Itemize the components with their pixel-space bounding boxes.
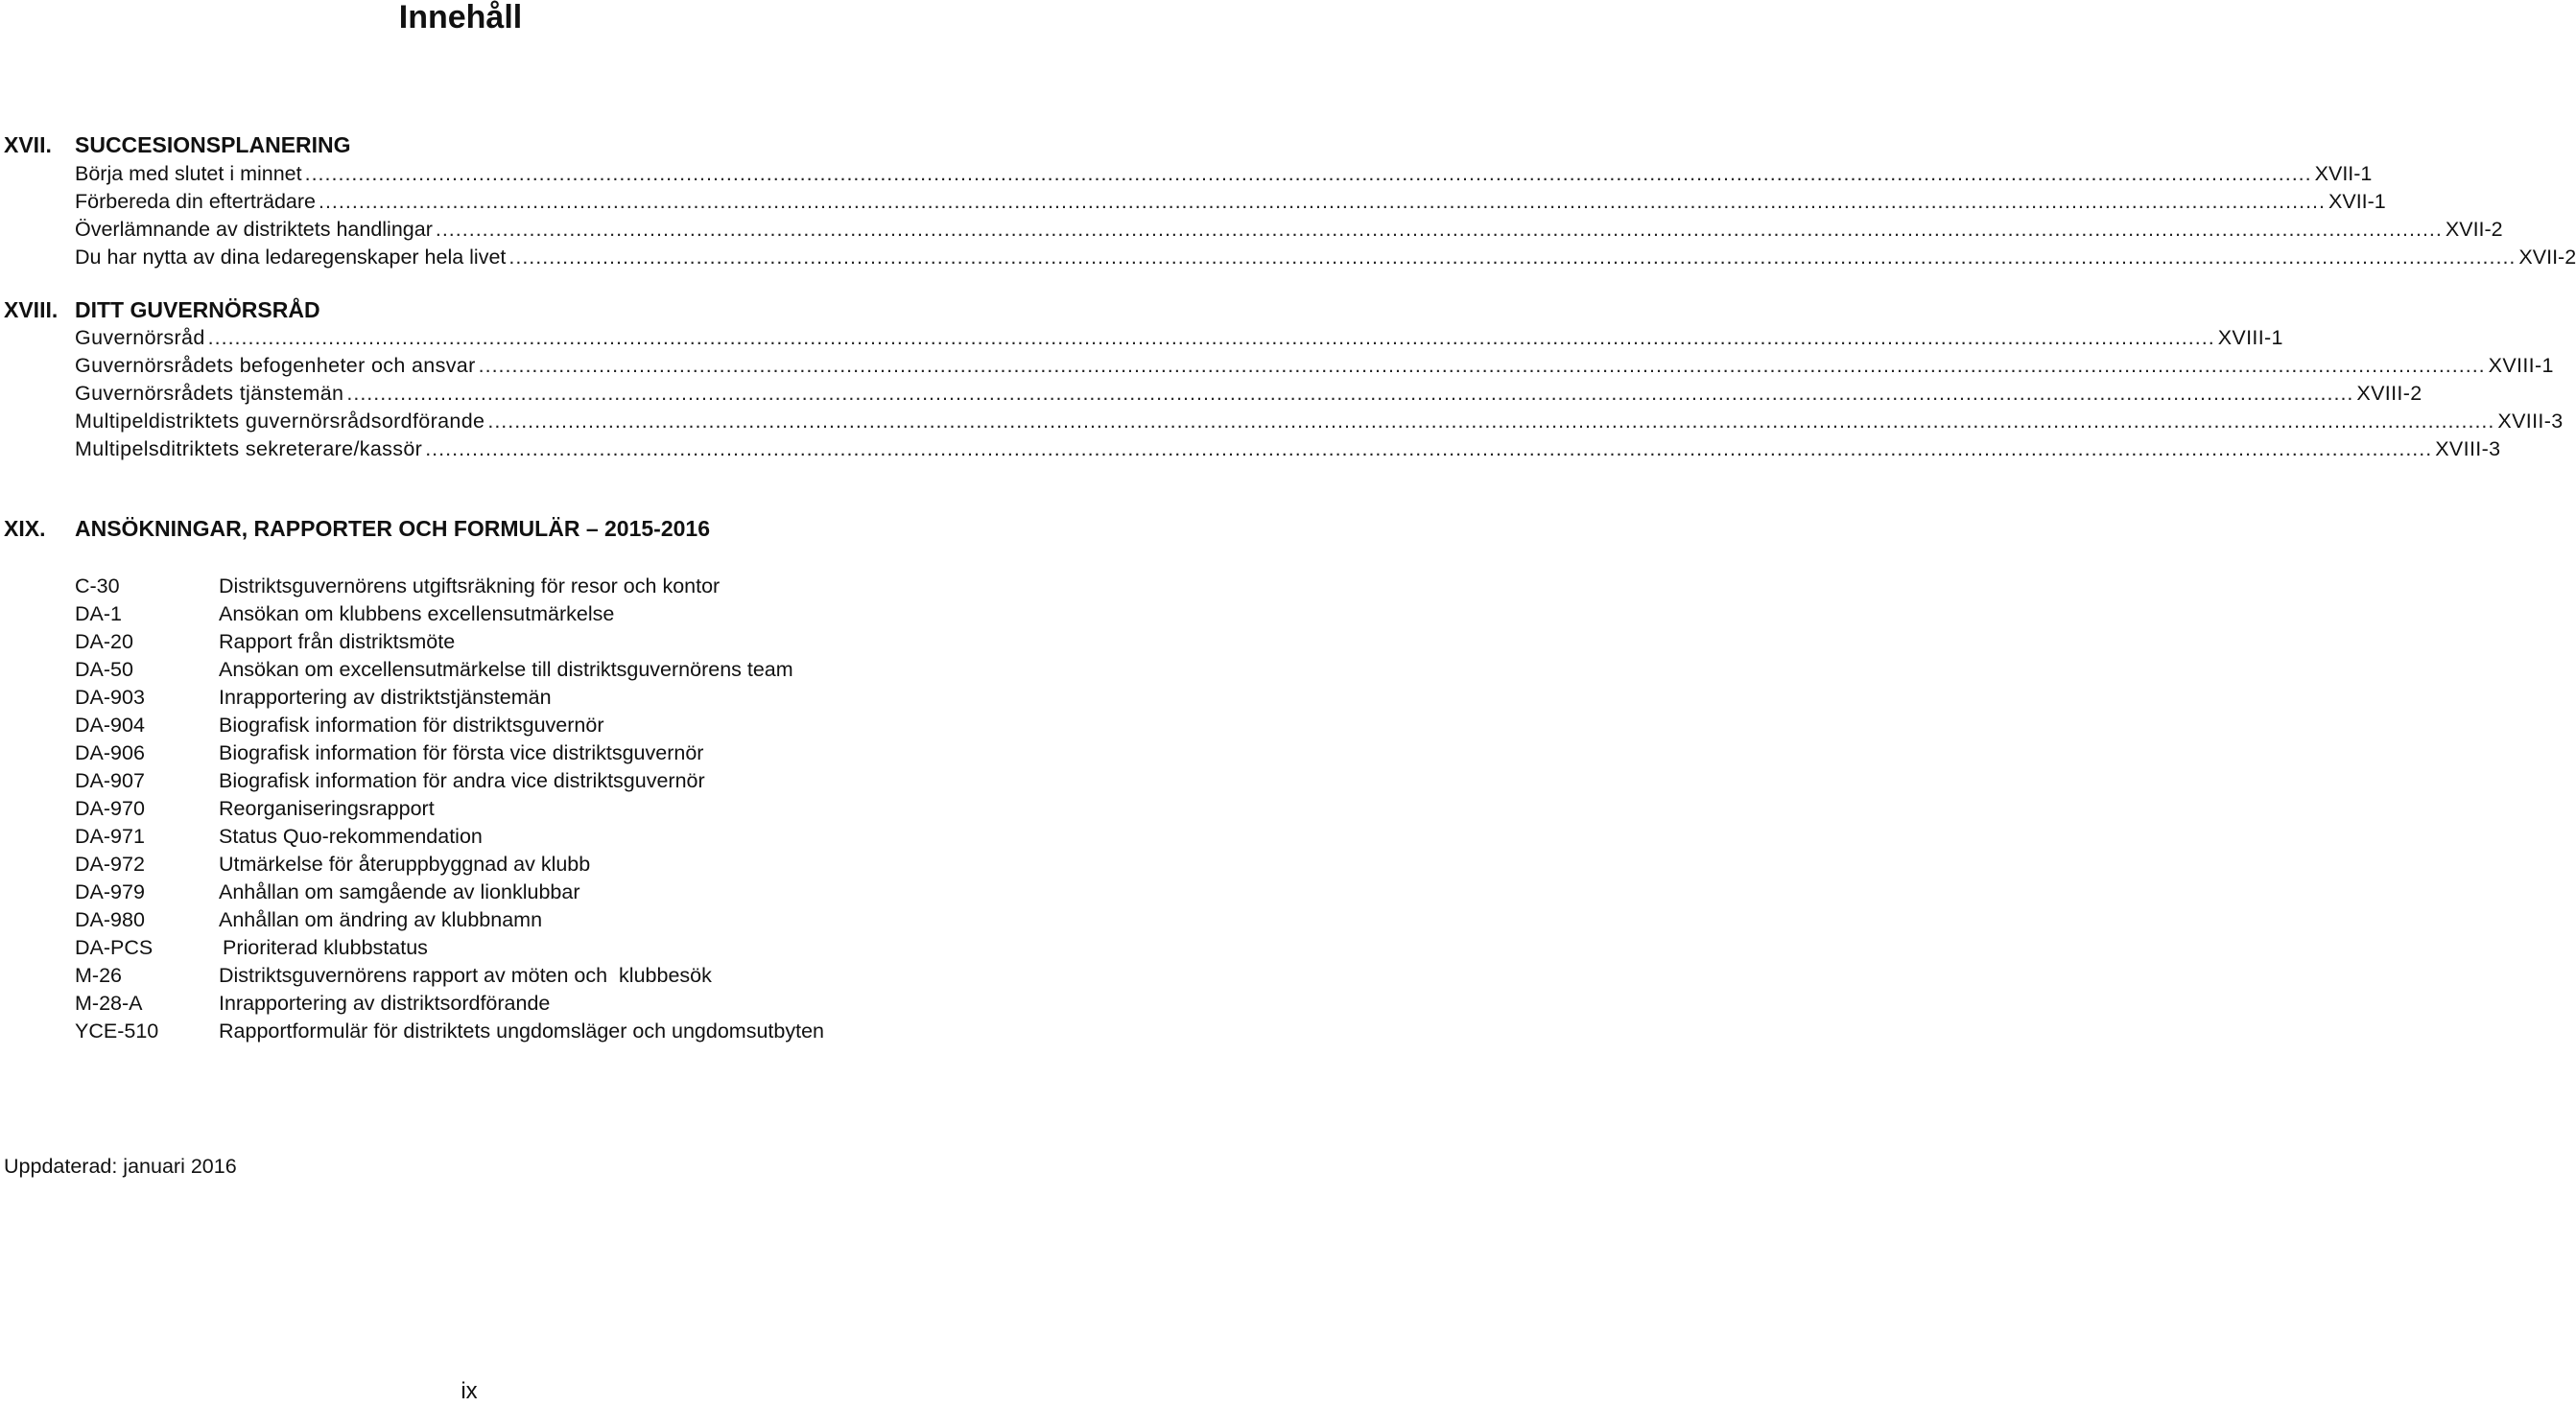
form-description[interactable]: Biografisk information för distriktsguvernör	[219, 714, 604, 737]
form-code: DA-904	[75, 714, 145, 737]
toc-entry[interactable]	[75, 216, 2503, 243]
toc-leader-dots: ............................................................................................................................................................................................................................................................................................................	[304, 162, 2312, 185]
form-description[interactable]: Reorganiseringsrapport	[219, 797, 435, 820]
toc-entry-page: XVIII-1	[2217, 326, 2283, 349]
form-description[interactable]: Rapport från distriktsmöte	[219, 630, 456, 653]
toc-entry-text: Guvernörsråd	[75, 326, 205, 349]
toc-entry-text: Multipelsditriktets sekreterare/kassör	[75, 437, 423, 460]
toc-entry[interactable]	[75, 188, 2386, 215]
toc-entry[interactable]	[75, 380, 2422, 407]
form-code: DA-971	[75, 825, 145, 848]
form-code: DA-1	[75, 602, 122, 625]
toc-entry-page: XVIII-3	[2435, 437, 2501, 460]
form-code: DA-980	[75, 908, 145, 931]
form-description[interactable]: Ansökan om excellensutmärkelse till distriktsguvernörens team	[219, 658, 793, 681]
form-code: YCE-510	[75, 1019, 159, 1043]
form-description[interactable]: Biografisk information för första vice distriktsguvernör	[219, 741, 704, 764]
form-code: DA-972	[75, 853, 145, 876]
form-code: DA-979	[75, 880, 145, 903]
toc-entry-page: XVIII-2	[2356, 382, 2422, 405]
form-code: DA-907	[75, 769, 145, 792]
toc-leader-dots: ............................................................................................................................................................................................................................................................................................................	[346, 382, 2354, 405]
section-title-xviii: DITT GUVERNÖRSRÅD	[75, 297, 320, 322]
toc-entry-text: Förbereda din efterträdare	[75, 190, 316, 213]
section-number-xviii: XVIII.	[4, 297, 59, 322]
form-description[interactable]: Utmärkelse för återuppbyggnad av klubb	[219, 853, 591, 876]
form-description[interactable]: Status Quo-rekommendation	[219, 825, 483, 848]
form-description[interactable]: Inrapportering av distriktstjänstemän	[219, 686, 552, 709]
form-code: DA-20	[75, 630, 133, 653]
page-number: ix	[461, 1378, 478, 1404]
form-code: DA-50	[75, 658, 133, 681]
page-title: Innehåll	[398, 0, 523, 35]
toc-leader-dots: ............................................................................................................................................................................................................................................................................................................	[508, 246, 2517, 269]
form-description[interactable]: Prioriterad klubbstatus	[223, 936, 428, 959]
toc-entry[interactable]	[75, 324, 2283, 351]
toc-entry[interactable]	[75, 160, 2373, 187]
toc-leader-dots: ............................................................................................................................................................................................................................................................................................................	[207, 326, 2215, 349]
form-description[interactable]: Anhållan om samgående av lionklubbar	[219, 880, 580, 903]
form-description[interactable]: Anhållan om ändring av klubbnamn	[219, 908, 543, 931]
form-description[interactable]: Rapportformulär för distriktets ungdomsläger och ungdomsutbyten	[219, 1019, 824, 1043]
toc-entry-text: Guvernörsrådets befogenheter och ansvar	[75, 354, 476, 377]
toc-leader-dots: ............................................................................................................................................................................................................................................................................................................	[478, 354, 2486, 377]
form-description[interactable]: Ansökan om klubbens excellensutmärkelse	[219, 602, 615, 625]
updated-date: Uppdaterad: januari 2016	[4, 1155, 237, 1178]
toc-entry[interactable]	[75, 352, 2554, 379]
section-number-xix: XIX.	[4, 516, 46, 541]
toc-entry-page: XVII-1	[2328, 190, 2386, 213]
toc-entry-text: Du har nytta av dina ledaregenskaper hela livet	[75, 246, 507, 269]
toc-entry-page: XVII-1	[2314, 162, 2373, 185]
form-code: M-26	[75, 964, 122, 987]
toc-entry[interactable]	[75, 435, 2501, 462]
toc-entry-page: XVIII-3	[2497, 410, 2564, 433]
form-code: DA-PCS	[75, 936, 154, 959]
form-code: DA-970	[75, 797, 145, 820]
toc-leader-dots: ............................................................................................................................................................................................................................................................................................................	[435, 218, 2443, 241]
toc-entry[interactable]	[75, 408, 2564, 434]
form-description[interactable]: Distriktsguvernörens utgiftsräkning för resor och kontor	[219, 574, 721, 598]
toc-entry-text: Börja med slutet i minnet	[75, 162, 302, 185]
toc-leader-dots: ............................................................................................................................................................................................................................................................................................................	[425, 437, 2433, 460]
section-title-xix: ANSÖKNINGAR, RAPPORTER OCH FORMULÄR – 2015-2016	[75, 516, 711, 541]
section-title-xvii: SUCCESIONSPLANERING	[75, 132, 351, 157]
toc-entry-text: Överlämnande av distriktets handlingar	[75, 218, 433, 241]
form-code: M-28-A	[75, 992, 143, 1015]
form-description[interactable]: Biografisk information för andra vice distriktsguvernör	[219, 769, 705, 792]
form-code: C-30	[75, 574, 120, 598]
toc-entry-text: Guvernörsrådets tjänstemän	[75, 382, 344, 405]
toc-leader-dots: ............................................................................................................................................................................................................................................................................................................	[318, 190, 2327, 213]
toc-leader-dots: ............................................................................................................................................................................................................................................................................................................	[487, 410, 2495, 433]
toc-entry-text: Multipeldistriktets guvernörsrådsordförande	[75, 410, 485, 433]
toc-entry-page: XVIII-1	[2488, 354, 2554, 377]
section-number-xvii: XVII.	[4, 132, 52, 157]
form-description[interactable]: Distriktsguvernörens rapport av möten och klubbesök	[219, 964, 712, 987]
toc-entry-page: XVII-2	[2445, 218, 2503, 241]
toc-entry-page: XVII-2	[2518, 246, 2576, 269]
toc-entry[interactable]	[75, 244, 2576, 270]
form-code: DA-903	[75, 686, 145, 709]
form-code: DA-906	[75, 741, 145, 764]
form-description[interactable]: Inrapportering av distriktsordförande	[219, 992, 551, 1015]
